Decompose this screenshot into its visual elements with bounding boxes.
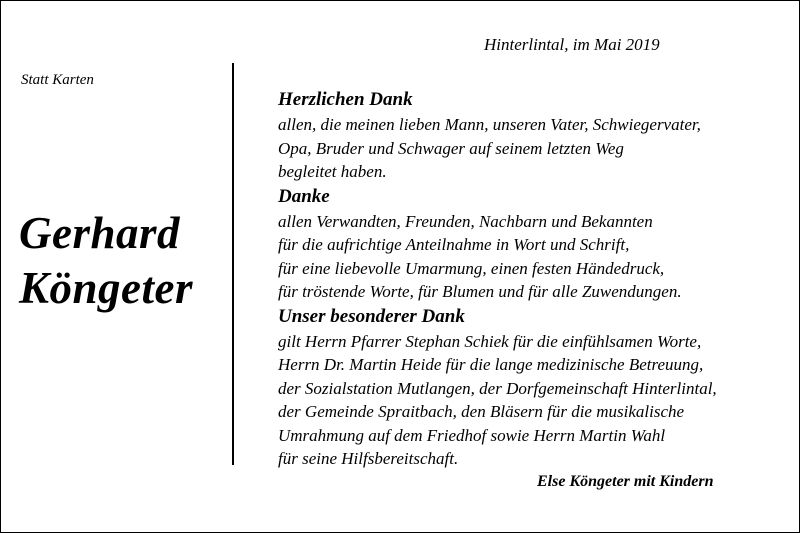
vertical-divider	[232, 63, 234, 465]
section-heading: Unser besonderer Dank	[278, 305, 465, 327]
section-heading: Danke	[278, 185, 330, 207]
thanks-text	[278, 87, 788, 471]
text-line: Umrahmung auf dem Friedhof sowie Herrn Martin Wahl	[278, 425, 666, 445]
text-line: Opa, Bruder und Schwager auf seinem letzten Weg	[278, 138, 624, 158]
deceased-last-name: Köngeter	[19, 263, 194, 313]
statt-karten-label: Statt Karten	[21, 72, 94, 88]
text-line: Herrn Dr. Martin Heide für die lange medizinische Betreuung,	[278, 355, 704, 374]
section-besonderer-dank	[278, 304, 788, 471]
deceased-first-name: Gerhard	[19, 208, 181, 258]
section-herzlichen-dank	[278, 87, 788, 184]
signature: Else Köngeter mit Kindern	[537, 473, 714, 490]
section-danke	[278, 184, 788, 304]
text-line: für die aufrichtige Anteilnahme in Wort und Schrift,	[278, 235, 630, 254]
text-line: für tröstende Worte, für Blumen und für alle Zuwendungen.	[278, 282, 682, 301]
text-line: der Gemeinde Spraitbach, den Bläsern für die musikalische	[278, 402, 685, 421]
deceased-name	[19, 206, 193, 316]
text-line: gilt Herrn Pfarrer Stephan Schiek für die einfühlsamen Worte,	[278, 331, 702, 351]
text-line: begleitet haben.	[278, 162, 387, 181]
text-line: allen Verwandten, Freunden, Nachbarn und Bekannten	[278, 211, 653, 231]
text-line: für seine Hilfsbereitschaft.	[278, 449, 459, 468]
text-line: allen, die meinen lieben Mann, unseren Vater, Schwiegervater,	[278, 115, 701, 134]
text-line: für eine liebevolle Umarmung, einen festen Händedruck,	[278, 258, 665, 278]
place-date: Hinterlintal, im Mai 2019	[484, 35, 660, 54]
text-line: der Sozialstation Mutlangen, der Dorfgemeinschaft Hinterlintal,	[278, 378, 717, 398]
section-heading: Herzlichen Dank	[278, 89, 413, 110]
